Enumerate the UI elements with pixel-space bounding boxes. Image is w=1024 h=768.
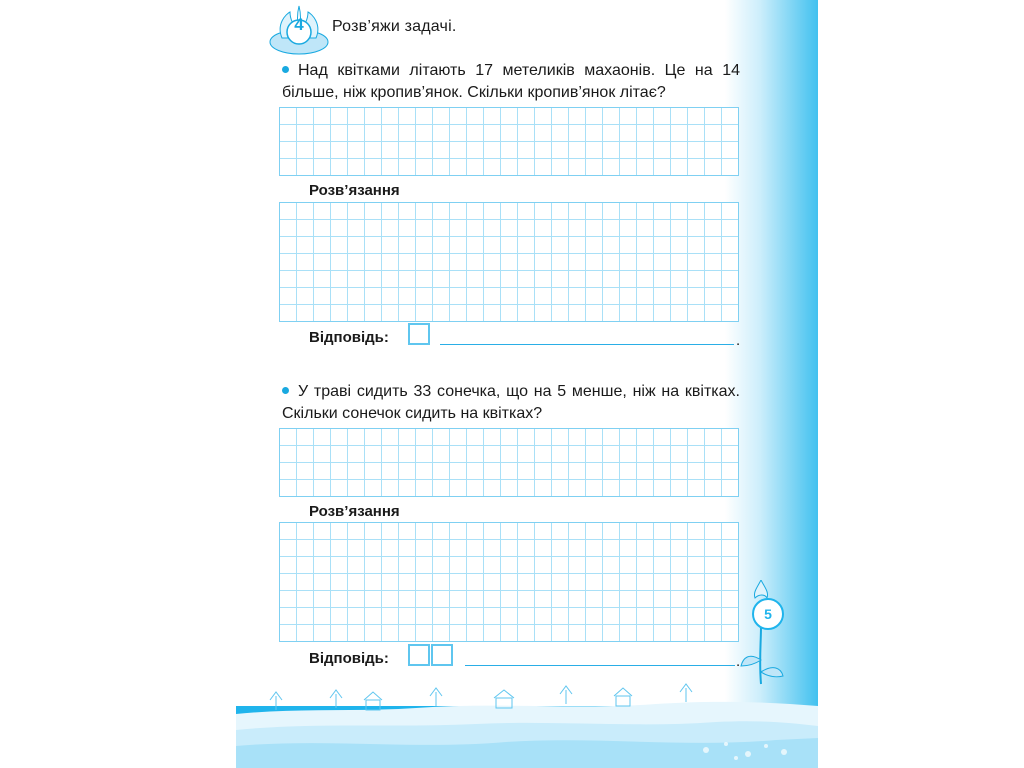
workbook-page [236, 0, 818, 768]
problem-2-condition-grid[interactable] [279, 428, 739, 497]
problem-2-answer-end: . [736, 653, 741, 670]
problem-2-text: У траві сидить 33 сонечка, що на 5 менше, ніж на квітках. Скільки сонечок сидить на квітках? [282, 383, 740, 422]
problem-1-answer-box[interactable] [408, 323, 430, 345]
bullet-icon [282, 387, 289, 394]
problem-1-text: Над квітками літають 17 метеликів махаонів. Це на 14 більше, ніж кропив’янок. Скільки кропив’янок літає? [282, 62, 740, 101]
problem-1-solution-grid[interactable] [279, 202, 739, 322]
page-number: 5 [752, 598, 784, 630]
problem-1-answer-label: Відповідь: [309, 329, 389, 346]
task-title: Розв’яжи задачі. [332, 18, 457, 35]
task-number: 4 [294, 15, 304, 34]
problem-1-condition-grid[interactable] [279, 107, 739, 176]
problem-1-answer-line[interactable] [440, 344, 734, 345]
problem-1-solution-label: Розв’язання [309, 182, 400, 199]
problem-2-answer-label: Відповідь: [309, 650, 389, 667]
problem-1-answer-row [309, 323, 749, 349]
problem-1-answer-end: . [736, 332, 741, 349]
scenery-illustration [236, 638, 818, 768]
bullet-icon [282, 66, 289, 73]
problem-2-solution-grid[interactable] [279, 522, 739, 642]
problem-2-solution-label: Розв’язання [309, 503, 400, 520]
